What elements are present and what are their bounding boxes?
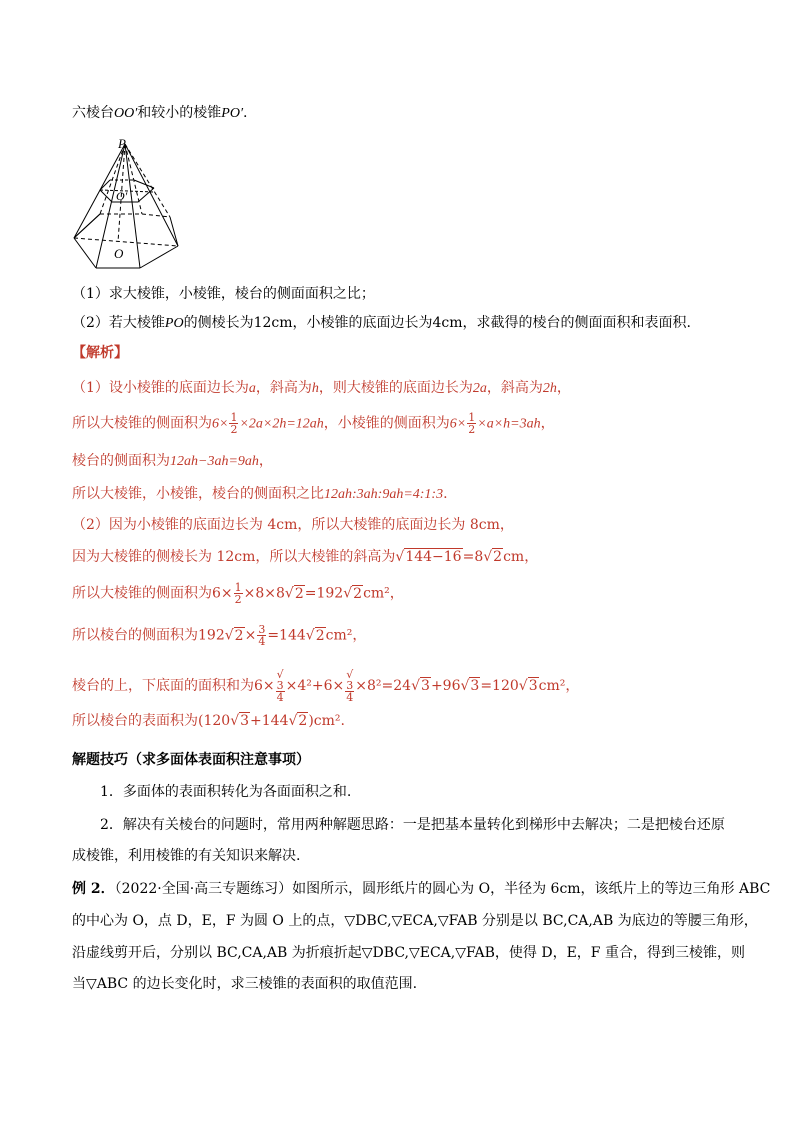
solution-line-10: 所以棱台的表面积为(120√3+144√2)cm².: [72, 713, 345, 729]
s9-eq: =120: [480, 678, 519, 694]
intro-var-oo: OO′: [114, 106, 138, 121]
s4-a: 所以大棱锥，小棱锥，棱台的侧面积之比: [72, 486, 324, 502]
s3-expr: 12ah−3ah=9ah: [170, 454, 259, 469]
s10-unit: cm²: [313, 713, 341, 729]
s7-eq: =192: [304, 585, 344, 602]
fraction: [467, 412, 476, 435]
s10-close: ): [308, 713, 314, 729]
frac-den: 4: [346, 691, 354, 704]
frac-den: 4: [276, 691, 284, 704]
frac-den: 4: [258, 635, 266, 648]
s10-open: (120: [198, 713, 231, 729]
tip-2-line-1: 2．解决有关棱台的问题时，常用两种解题思路：一是把基本量转化到梯形中去解决；二是把棱台还原: [100, 817, 725, 833]
s9-p: +96: [430, 678, 461, 694]
label-o: O: [114, 246, 124, 261]
s9-unit: cm²，: [538, 678, 580, 694]
s2-c: ，: [540, 415, 555, 432]
solution-line-6: 因为大棱锥的侧棱长为 12cm，所以大棱锥的斜高为√144−16=8√2cm，: [72, 549, 539, 565]
s2-f2-pre: 6×: [449, 416, 467, 432]
example-2-line-1: [72, 879, 770, 899]
fraction: [229, 412, 238, 435]
question-2: [72, 313, 691, 334]
s8-times: ×: [244, 627, 257, 644]
q2-text2: 的侧棱长为12cm，小棱锥的底面边长为4cm，求截得的棱台的侧面面积和表面积.: [183, 315, 691, 331]
s9-pre: 6×: [254, 678, 275, 694]
sqrt-radicand: 3: [528, 678, 538, 694]
solution-line-9: 棱台的上，下底面的面积和为6× √ 3 4 ×4²+6× √ 3 4 ×8²=24√3+96√3=120√3cm²，: [72, 668, 580, 704]
s2-a: 所以大棱锥的侧面积为: [72, 415, 212, 432]
s2-b: ，小棱锥的侧面积为: [323, 415, 450, 432]
edge: [140, 246, 178, 268]
s1-d: ，斜高为: [486, 380, 543, 396]
s8-eq: =144: [267, 627, 306, 644]
frac-num: 1: [230, 411, 238, 424]
s2-f2-post: ×a×h=3ah: [477, 416, 541, 432]
q2-text1: （2）若大棱锥: [72, 315, 165, 331]
fraction: [276, 669, 285, 703]
example-2-line-4: 当▽ABC 的边长变化时，求三棱锥的表面积的取值范围.: [72, 976, 418, 992]
sqrt-radicand: 2: [493, 549, 503, 565]
s9-a: 棱台的上，下底面的面积和为: [72, 678, 254, 694]
example-2-line-3: 沿虚线剪开后，分别以 BC,CA,AB 为折痕折起▽DBC,▽ECA,▽FAB，使得 D，E，F 重合，得到三棱锥，则: [72, 945, 745, 961]
example-2-text: （2022·全国·高三专题练习）如图所示，圆形纸片的圆心为 O，半径为 6cm，该纸片上的等边三角形 ABC: [114, 881, 771, 897]
s8-unit: cm²，: [325, 627, 367, 644]
sqrt-radicand: 3: [421, 678, 430, 694]
sqrt-radicand: 2: [298, 713, 308, 729]
solution-line-3: [72, 451, 273, 472]
s7-mid: ×8×8: [243, 585, 285, 602]
tip-2-line-2: 成棱锥，利用棱锥的有关知识来解决.: [72, 848, 301, 864]
sqrt-radicand: 3: [470, 678, 480, 694]
s1-var-h: h: [311, 381, 319, 396]
fraction: [345, 669, 354, 703]
s1-e: ，: [556, 380, 571, 396]
edge: [74, 238, 96, 268]
question-1: （1）求大棱锥，小棱锥，棱台的侧面面积之比；: [72, 286, 375, 302]
pyramid-figure: [70, 134, 210, 272]
s1-var-2a: 2a: [472, 381, 487, 396]
frac-den: 2: [230, 423, 238, 436]
s1-a: （1）设小棱锥的底面边长为: [72, 380, 249, 396]
s4-expr: 12ah:3ah:9ah=4:1:3: [324, 487, 444, 502]
s1-var-a: a: [248, 381, 256, 396]
tip-1: 1．多面体的表面积转化为各面面积之和.: [100, 784, 352, 800]
s3-a: 棱台的侧面积为: [72, 453, 170, 469]
s7-unit: cm²，: [363, 585, 404, 602]
fraction: [257, 624, 266, 647]
sqrt-radicand: 3: [240, 713, 250, 729]
frac-num: 1: [468, 411, 476, 424]
analysis-tag: 【解析】: [72, 345, 128, 361]
label-o-prime: O′: [116, 189, 128, 203]
solution-line-1: [72, 378, 571, 399]
sqrt-radicand: 3: [276, 679, 284, 692]
solution-line-5: （2）因为小棱锥的底面边长为 4cm，所以大棱锥的底面边长为 8cm，: [72, 517, 514, 533]
s7-a: 所以大棱锥的侧面积为: [72, 585, 212, 602]
s9-m2: ×8²=24: [355, 678, 412, 694]
s8-a: 所以棱台的侧面积为: [72, 627, 198, 644]
solution-line-4: [72, 484, 448, 505]
intro-line: [72, 103, 247, 124]
s3-b: ，: [258, 453, 273, 469]
sqrt-radicand: 2: [353, 585, 363, 602]
frac-den: 2: [234, 593, 242, 606]
s4-b: .: [443, 486, 448, 502]
sqrt-radicand: 144−16: [405, 549, 462, 565]
s7-pre: 6×: [212, 585, 233, 602]
solution-line-8: 所以棱台的侧面积为192√2× $\frac{3}{4}$ =144√2cm²，: [72, 623, 367, 648]
solution-line-7: 所以大棱锥的侧面积为6× $\frac{1}{2}$ ×8×8√2=192√2cm²，: [72, 581, 404, 606]
intro-var-po: PO′: [221, 106, 244, 121]
intro-text: 六棱台: [72, 105, 114, 121]
s10-b: .: [340, 713, 345, 729]
fraction: [234, 582, 243, 605]
intro-end: .: [243, 105, 248, 121]
s1-c: ，则大棱锥的底面边长为: [318, 380, 473, 396]
s1-b: ，斜高为: [255, 380, 312, 396]
frac-num: 3: [258, 623, 266, 636]
sqrt-radicand: 2: [234, 627, 244, 644]
label-p: P: [118, 136, 126, 151]
s6-eq: =8: [462, 549, 484, 565]
example-2-label: 例 2．: [72, 881, 115, 897]
sqrt-radicand: 2: [294, 585, 304, 602]
s10-plus: +144: [250, 713, 289, 729]
s2-f1-post: ×2a×2h=12ah: [239, 416, 324, 432]
solution-line-2: [72, 412, 555, 435]
sqrt-radicand: 3: [346, 679, 354, 692]
frac-num: √ 3: [276, 668, 284, 692]
s6-unit: cm，: [503, 549, 539, 565]
s9-m1: ×4²+6×: [285, 678, 345, 694]
tips-title: 解题技巧（求多面体表面积注意事项）: [72, 752, 310, 768]
frac-den: 2: [468, 423, 476, 436]
s6-a: 因为大棱锥的侧棱长为 12cm，所以大棱锥的斜高为: [72, 549, 396, 565]
s8-pre: 192: [198, 627, 225, 644]
sqrt-radicand: 2: [315, 627, 325, 644]
frac-num: 1: [234, 581, 242, 594]
s2-f1-pre: 6×: [212, 416, 229, 432]
s1-var-2h: 2h: [542, 381, 557, 396]
q2-var: PO: [164, 316, 184, 331]
frac-num: √ 3: [346, 668, 354, 692]
example-2-line-2: 的中心为 O，点 D，E，F 为圆 O 上的点，▽DBC,▽ECA,▽FAB 分别是以 BC,CA,AB 为底边的等腰三角形，: [72, 913, 758, 929]
intro-text-mid: 和较小的棱锥: [137, 105, 222, 121]
s10-a: 所以棱台的表面积为: [72, 713, 198, 729]
